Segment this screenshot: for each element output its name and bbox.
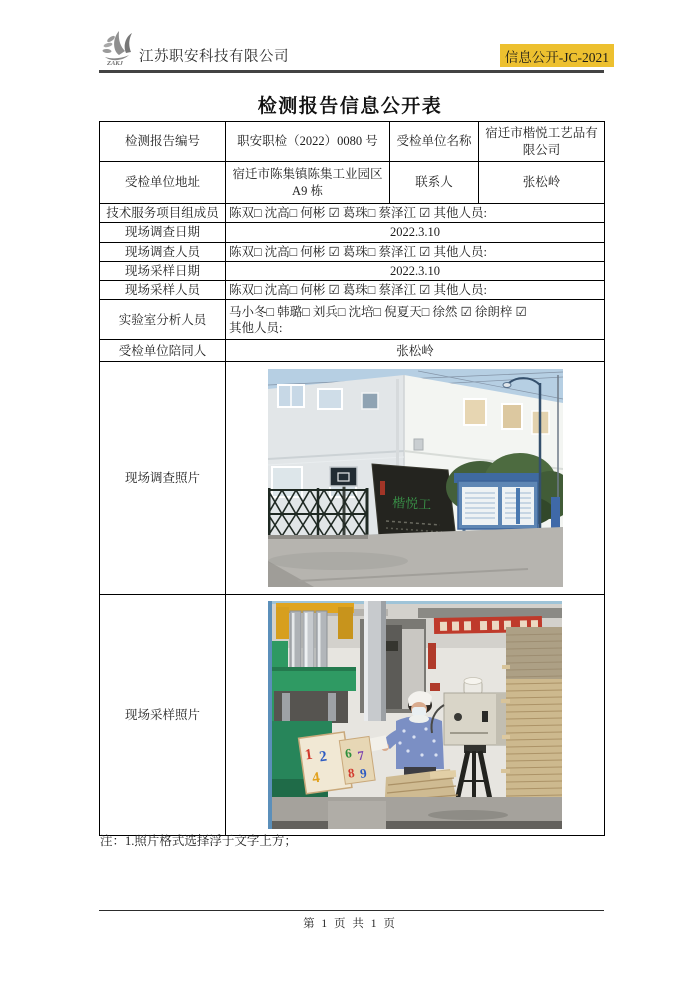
svg-text:2: 2 — [318, 748, 329, 766]
survey-staff-label: 现场调查人员 — [100, 242, 226, 261]
ground — [268, 527, 563, 587]
footnote: 注：1.照片格式选择浮于文字上方； — [100, 834, 297, 848]
table-row-report — [100, 122, 605, 162]
table-row-survey-date — [100, 223, 605, 242]
svg-text:6: 6 — [344, 745, 353, 762]
table-row-lab-staff — [100, 300, 605, 340]
team-label: 技术服务项目组成员 — [100, 204, 226, 223]
survey-staff-checkboxes: 陈双□ 沈高□ 何彬 ☑ 葛珠□ 蔡泽江 ☑ 其他人员: — [226, 242, 605, 261]
company-logo-icon — [99, 25, 141, 67]
blue-pillar-edge — [268, 601, 272, 829]
survey-photo-image — [268, 369, 563, 587]
table-row-survey-photo — [100, 362, 605, 595]
lab-staff-label: 实验室分析人员 — [100, 300, 226, 340]
svg-text:楷悦工: 楷悦工 — [391, 495, 432, 513]
svg-text:8: 8 — [346, 765, 356, 781]
footer-divider — [99, 910, 604, 911]
companion-value: 张松岭 — [226, 340, 605, 362]
sampling-photo-image — [268, 601, 562, 829]
survey-date-label: 现场调查日期 — [100, 223, 226, 242]
table-row-companion — [100, 340, 605, 362]
svg-text:7: 7 — [356, 747, 366, 764]
unit-name-value: 宿迁市楷悦工艺品有限公司 — [479, 122, 605, 162]
svg-text:9: 9 — [359, 765, 368, 782]
table-row-sample-date — [100, 261, 605, 280]
doc-code-badge: 信息公开-JC-2021 — [500, 44, 614, 67]
unit-address-value: 宿迁市陈集镇陈集工业园区A9 栋 — [226, 162, 390, 204]
svg-text:ZAKJ: ZAKJ — [107, 60, 123, 67]
survey-photo-cell — [226, 362, 605, 595]
page-title: 检测报告信息公开表 — [257, 96, 443, 117]
unit-address-label: 受检单位地址 — [100, 162, 226, 204]
sample-staff-checkboxes: 陈双□ 沈高□ 何彬 ☑ 葛珠□ 蔡泽江 ☑ 其他人员: — [226, 281, 605, 300]
floor — [268, 797, 562, 829]
contact-value: 张松岭 — [479, 162, 605, 204]
sample-photo-label: 现场采样照片 — [100, 595, 226, 836]
svg-text:1: 1 — [303, 746, 314, 764]
contact-label: 联系人 — [390, 162, 479, 204]
sample-date-value: 2022.3.10 — [226, 261, 605, 280]
survey-photo-label: 现场调查照片 — [100, 362, 226, 595]
survey-date-value: 2022.3.10 — [226, 223, 605, 242]
lab-staff-line1: 马小冬□ 韩璐□ 刘兵□ 沈培□ 倪夏天□ 徐然 ☑ 徐朗梓 ☑ — [229, 304, 527, 319]
sample-staff-label: 现场采样人员 — [100, 281, 226, 300]
plywood-stack — [501, 627, 562, 817]
report-table — [99, 121, 605, 836]
svg-text:4: 4 — [311, 770, 321, 787]
team-members-checkboxes: 陈双□ 沈高□ 何彬 ☑ 葛珠□ 蔡泽江 ☑ 其他人员: — [226, 204, 605, 223]
lab-staff-line2: 其他人员: — [229, 320, 283, 335]
report-no-value: 职安职检（2022）0080 号 — [226, 122, 390, 162]
sample-date-label: 现场采样日期 — [100, 261, 226, 280]
table-row-sample-staff — [100, 281, 605, 300]
page-number: 第 1 页 共 1 页 — [303, 918, 397, 930]
table-row-address — [100, 162, 605, 204]
table-row-team — [100, 204, 605, 223]
companion-label: 受检单位陪同人 — [100, 340, 226, 362]
report-no-label: 检测报告编号 — [100, 122, 226, 162]
table-row-survey-staff — [100, 242, 605, 261]
page-header — [99, 24, 609, 73]
metal-pillar — [364, 601, 386, 721]
unit-name-label: 受检单位名称 — [390, 122, 479, 162]
sample-photo-cell — [226, 595, 605, 836]
table-row-sample-photo — [100, 595, 605, 836]
company-name: 江苏职安科技有限公司 — [139, 49, 289, 65]
lab-staff-checkboxes — [226, 300, 605, 340]
